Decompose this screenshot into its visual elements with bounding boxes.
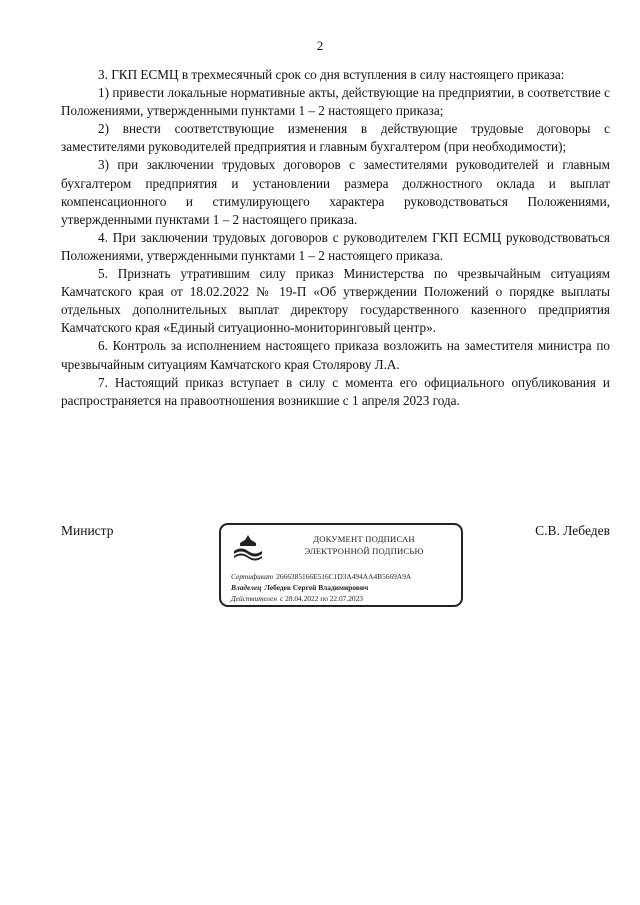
stamp-certificate-label: Сертификат (231, 572, 274, 581)
electronic-signature-stamp (219, 523, 463, 607)
signer-name: С.В. Лебедев (535, 523, 610, 538)
stamp-owner-value: Лебедев Сергей Владимирович (264, 583, 369, 592)
signature-block (61, 523, 610, 623)
stamp-owner (231, 583, 368, 592)
stamp-validity-value: с 28.04.2022 по 22.07.2023 (280, 594, 363, 603)
stamp-certificate-value: 2666385166E516C1D3A494AA4B5669A9A (276, 572, 412, 581)
stamp-heading-line2: ЭЛЕКТРОННОЙ ПОДПИСЬЮ (304, 546, 424, 556)
paragraph-5: 5. Признать утратившим силу приказ Министерства по чрезвычайным ситуациям Камчатского края от 18.02.2022 № 19-П «Об утверждении Положений о порядке выплаты отдельных дополнительных выплат директору государственного казенного предприятия Камчатского края «Единый ситуационно-мониторинговый центр». (61, 266, 610, 336)
coat-of-arms-icon (231, 533, 265, 561)
stamp-validity-label: Действителен (231, 594, 277, 603)
paragraph-4: 4. При заключении трудовых договоров с руководителем ГКП ЕСМЦ руководствоваться Положениями, утвержденными пунктами 1 – 2 настоящего приказа. (61, 229, 610, 263)
paragraph-3: 3. ГКП ЕСМЦ в трехмесячный срок со дня вступления в силу настоящего приказа: (98, 67, 565, 82)
document-body (61, 66, 610, 410)
paragraph-7: 7. Настоящий приказ вступает в силу с момента его официального опубликования и распространяется на правоотношения возникшие с 1 апреля 2023 года. (61, 374, 610, 408)
stamp-heading-line1: ДОКУМЕНТ ПОДПИСАН (313, 534, 415, 544)
stamp-owner-label: Владелец (231, 583, 262, 592)
stamp-certificate (231, 572, 411, 581)
stamp-validity (231, 594, 363, 603)
page-number: 2 (316, 38, 324, 53)
paragraph-6: 6. Контроль за исполнением настоящего приказа возложить на заместителя министра по чрезвычайным ситуациям Камчатского края Столярову Л.А. (61, 338, 610, 372)
paragraph-3-1: 1) привести локальные нормативные акты, действующие на предприятии, в соответствие с Положениями, утвержденными пунктами 1 – 2 настоящего приказа; (61, 85, 610, 119)
paragraph-3-3: 3) при заключении трудовых договоров с заместителями руководителей и главным бухгалтером предприятия и установлении размера должностного оклада и выплат компенсационного и стимулирующего характера руководствоваться Положениями, утвержденными пунктами 1 – 2 настоящего приказа. (61, 157, 610, 227)
paragraph-3-2: 2) внести соответствующие изменения в действующие трудовые договоры с заместителями руководителей предприятия и главным бухгалтером (при необходимости); (61, 121, 610, 155)
signer-title: Министр (61, 523, 114, 538)
stamp-heading (279, 533, 449, 557)
